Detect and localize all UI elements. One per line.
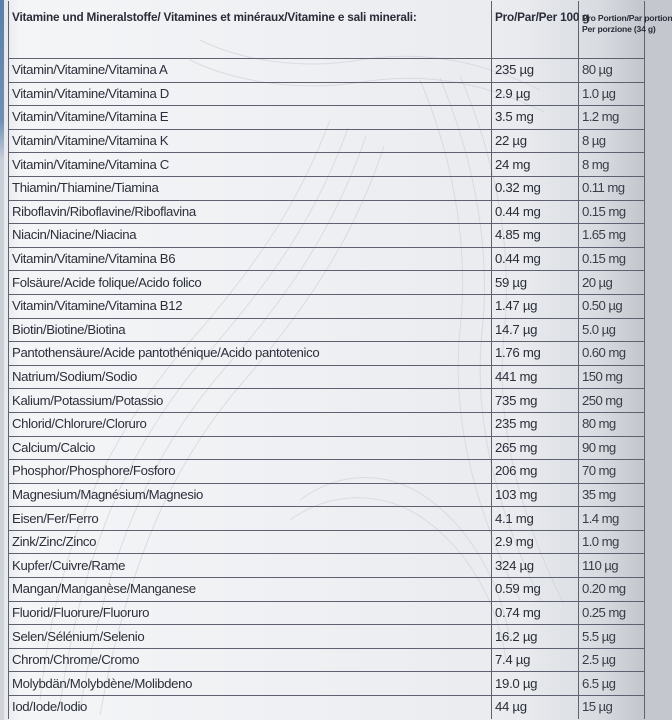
- value-per-portion: 6.5 µg: [579, 672, 645, 696]
- table-row: [9, 578, 645, 602]
- nutrient-name: Vitamin/Vitamine/Vitamina C: [9, 153, 492, 177]
- table-row: [9, 648, 645, 672]
- nutrient-name: Riboflavin/Riboflavine/Riboflavina: [9, 200, 492, 224]
- value-per-100g: 2.9 µg: [492, 82, 579, 106]
- value-per-portion: 35 mg: [579, 483, 645, 507]
- nutrient-name: Niacin/Niacine/Niacina: [9, 224, 492, 248]
- table-row: [9, 224, 645, 248]
- table-row: [9, 554, 645, 578]
- value-per-portion: 5.5 µg: [579, 625, 645, 649]
- value-per-portion: 90 mg: [579, 436, 645, 460]
- value-per-100g: 3.5 mg: [492, 106, 579, 130]
- table-header-row: [9, 1, 645, 59]
- value-per-portion: 80 µg: [579, 59, 645, 83]
- value-per-portion: 8 µg: [579, 129, 645, 153]
- table-row: [9, 153, 645, 177]
- table-row: [9, 672, 645, 696]
- header-per-portion-line1: Pro Portion/Par portion: [582, 13, 672, 23]
- table-row: [9, 436, 645, 460]
- table-row: [9, 460, 645, 484]
- nutrition-table: [8, 1, 672, 719]
- value-per-100g: 324 µg: [492, 554, 579, 578]
- table-row: [9, 294, 645, 318]
- nutrient-name: Thiamin/Thiamine/Tiamina: [9, 176, 492, 200]
- nutrient-name: Chlorid/Chlorure/Cloruro: [9, 412, 492, 436]
- value-per-portion: 1.2 mg: [579, 106, 645, 130]
- nutrient-name: Kupfer/Cuivre/Rame: [9, 554, 492, 578]
- value-per-portion: 1.65 mg: [579, 224, 645, 248]
- value-per-portion: 2.5 µg: [579, 648, 645, 672]
- value-per-100g: 7.4 µg: [492, 648, 579, 672]
- value-per-100g: 235 µg: [492, 59, 579, 83]
- value-per-100g: 0.59 mg: [492, 578, 579, 602]
- nutrient-name: Vitamin/Vitamine/Vitamina E: [9, 106, 492, 130]
- nutrient-name: Chrom/Chrome/Cromo: [9, 648, 492, 672]
- table-row: [9, 483, 645, 507]
- nutrient-name: Vitamin/Vitamine/Vitamina D: [9, 82, 492, 106]
- table-row: [9, 601, 645, 625]
- value-per-portion: 1.0 mg: [579, 530, 645, 554]
- table-row: [9, 507, 645, 531]
- value-per-100g: 4.85 mg: [492, 224, 579, 248]
- header-nutrient: Vitamine und Mineralstoffe/ Vitamines et minéraux/Vitamine e sali minerali:: [9, 1, 492, 59]
- nutrient-name: Fluorid/Fluorure/Fluoruro: [9, 601, 492, 625]
- nutrient-name: Phosphor/Phosphore/Fosforo: [9, 460, 492, 484]
- table-row: [9, 389, 645, 413]
- nutrient-name: Kalium/Potassium/Potassio: [9, 389, 492, 413]
- value-per-portion: 0.25 mg: [579, 601, 645, 625]
- table-row: [9, 318, 645, 342]
- header-per-portion-line2: Per porzione (34 g): [582, 24, 656, 34]
- table-row: [9, 696, 645, 719]
- nutrient-name: Selen/Sélénium/Selenio: [9, 625, 492, 649]
- table-row: [9, 59, 645, 83]
- value-per-portion: 150 mg: [579, 365, 645, 389]
- value-per-100g: 0.32 mg: [492, 176, 579, 200]
- nutrient-name: Mangan/Manganèse/Manganese: [9, 578, 492, 602]
- table-row: [9, 625, 645, 649]
- value-per-portion: 20 µg: [579, 271, 645, 295]
- table-row: [9, 530, 645, 554]
- value-per-100g: 16.2 µg: [492, 625, 579, 649]
- value-per-portion: 1.0 µg: [579, 82, 645, 106]
- nutrient-name: Molybdän/Molybdène/Molibdeno: [9, 672, 492, 696]
- value-per-portion: 80 mg: [579, 412, 645, 436]
- nutrient-name: Iod/Iode/Iodio: [9, 696, 492, 719]
- nutrient-name: Pantothensäure/Acide pantothénique/Acido pantotenico: [9, 342, 492, 366]
- value-per-portion: 250 mg: [579, 389, 645, 413]
- value-per-portion: 15 µg: [579, 696, 645, 719]
- value-per-100g: 59 µg: [492, 271, 579, 295]
- table-row: [9, 176, 645, 200]
- value-per-100g: 0.74 mg: [492, 601, 579, 625]
- value-per-portion: 0.15 mg: [579, 247, 645, 271]
- value-per-portion: 0.20 mg: [579, 578, 645, 602]
- value-per-portion: 70 mg: [579, 460, 645, 484]
- table-row: [9, 200, 645, 224]
- value-per-100g: 735 mg: [492, 389, 579, 413]
- nutrient-name: Folsäure/Acide folique/Acido folico: [9, 271, 492, 295]
- value-per-100g: 0.44 mg: [492, 200, 579, 224]
- header-per-100g: Pro/Par/Per 100 g: [492, 1, 579, 59]
- value-per-portion: 1.4 mg: [579, 507, 645, 531]
- nutrient-name: Natrium/Sodium/Sodio: [9, 365, 492, 389]
- value-per-100g: 24 mg: [492, 153, 579, 177]
- value-per-portion: 110 µg: [579, 554, 645, 578]
- table-row: [9, 82, 645, 106]
- value-per-100g: 1.76 mg: [492, 342, 579, 366]
- nutrient-name: Vitamin/Vitamine/Vitamina B6: [9, 247, 492, 271]
- nutrient-name: Zink/Zinc/Zinco: [9, 530, 492, 554]
- table-row: [9, 129, 645, 153]
- table-row: [9, 412, 645, 436]
- table-row: [9, 365, 645, 389]
- value-per-portion: 8 mg: [579, 153, 645, 177]
- value-per-100g: 19.0 µg: [492, 672, 579, 696]
- value-per-100g: 103 mg: [492, 483, 579, 507]
- table-row: [9, 342, 645, 366]
- nutrient-name: Eisen/Fer/Ferro: [9, 507, 492, 531]
- value-per-portion: 0.60 mg: [579, 342, 645, 366]
- nutrient-name: Biotin/Biotine/Biotina: [9, 318, 492, 342]
- table-row: [9, 247, 645, 271]
- nutrient-name: Vitamin/Vitamine/Vitamina K: [9, 129, 492, 153]
- value-per-100g: 206 mg: [492, 460, 579, 484]
- value-per-portion: 0.15 mg: [579, 200, 645, 224]
- value-per-100g: 235 mg: [492, 412, 579, 436]
- value-per-100g: 441 mg: [492, 365, 579, 389]
- table-row: [9, 271, 645, 295]
- value-per-100g: 1.47 µg: [492, 294, 579, 318]
- nutrient-name: Vitamin/Vitamine/Vitamina A: [9, 59, 492, 83]
- nutrient-name: Calcium/Calcio: [9, 436, 492, 460]
- value-per-100g: 22 µg: [492, 129, 579, 153]
- value-per-portion: 0.50 µg: [579, 294, 645, 318]
- nutrient-name: Vitamin/Vitamine/Vitamina B12: [9, 294, 492, 318]
- value-per-portion: 5.0 µg: [579, 318, 645, 342]
- value-per-portion: 0.11 mg: [579, 176, 645, 200]
- value-per-100g: 44 µg: [492, 696, 579, 719]
- value-per-100g: 14.7 µg: [492, 318, 579, 342]
- value-per-100g: 265 mg: [492, 436, 579, 460]
- nutrient-name: Magnesium/Magnésium/Magnesio: [9, 483, 492, 507]
- value-per-100g: 4.1 mg: [492, 507, 579, 531]
- value-per-100g: 0.44 mg: [492, 247, 579, 271]
- table-row: [9, 106, 645, 130]
- value-per-100g: 2.9 mg: [492, 530, 579, 554]
- package-edge: [0, 0, 4, 720]
